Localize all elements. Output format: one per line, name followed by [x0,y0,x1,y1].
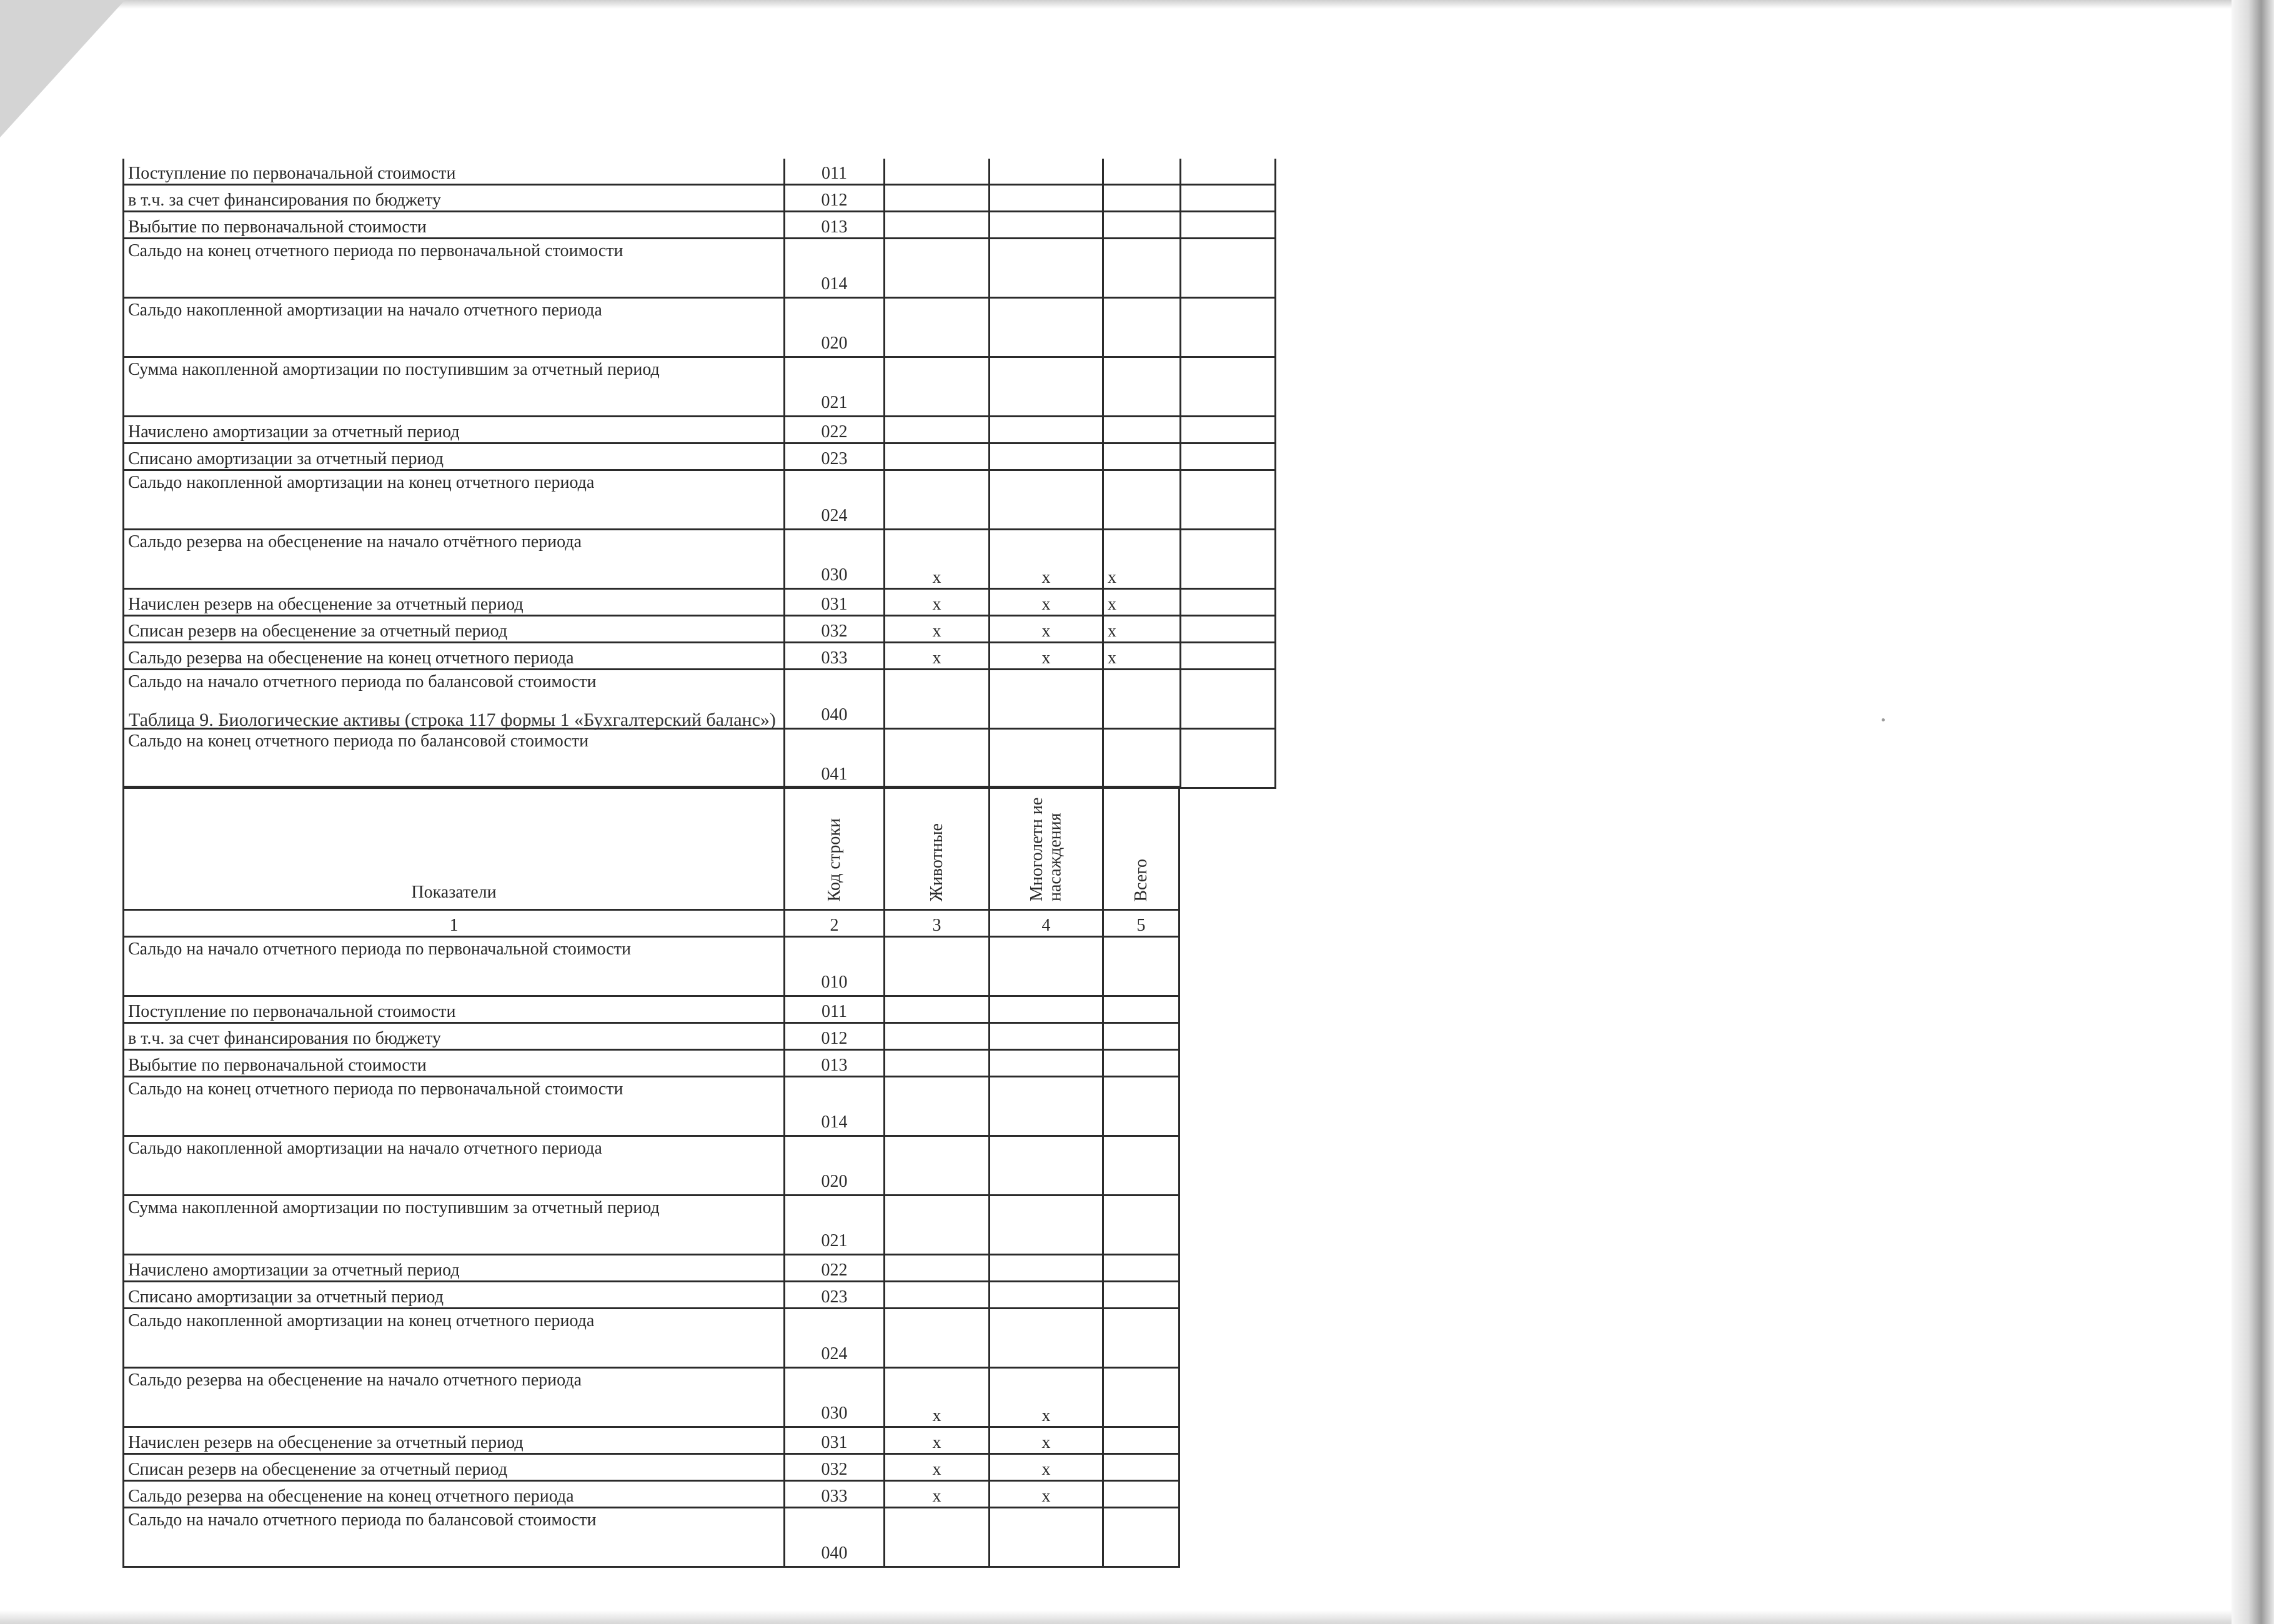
value-cell [885,937,990,996]
row-code: 014 [785,239,885,298]
row-label: Начислен резерв на обесценение за отчетный период [124,1427,785,1454]
row-code: 012 [785,1023,885,1050]
row-code: 014 [785,1077,885,1136]
value-cell [885,298,990,357]
row-code: 023 [785,443,885,470]
row-code: 024 [785,470,885,530]
value-cell: x [885,643,990,670]
column-number: 4 [990,910,1103,937]
value-cell [885,1255,990,1282]
row-label: Начислено амортизации за отчетный период [124,1255,785,1282]
row-label: Списан резерв на обесценение за отчетный период [124,616,785,643]
row-label: Сальдо на конец отчетного периода по первоначальной стоимости [124,1077,785,1136]
value-cell [990,298,1103,357]
row-code: 031 [785,589,885,616]
value-cell: x [1103,530,1181,589]
row-code: 021 [785,357,885,417]
value-cell: x [990,1454,1103,1481]
row-label: Выбытие по первоначальной стоимости [124,212,785,239]
value-cell [885,185,990,212]
row-code: 040 [785,670,885,729]
value-cell [885,1136,990,1196]
value-cell [1181,298,1276,357]
row-code: 033 [785,1481,885,1508]
header-perennial: Многолетн ие насаждения [1027,797,1065,902]
row-label: Списано амортизации за отчетный период [124,1282,785,1309]
value-cell [885,239,990,298]
value-cell [990,185,1103,212]
value-cell [990,1282,1103,1309]
table-9-caption: Таблица 9. Биологические активы (строка 117 формы 1 «Бухгалтерский баланс») [129,710,776,730]
row-label: Сумма накопленной амортизации по поступившим за отчетный период [124,357,785,417]
table-row [124,417,1276,443]
value-cell [1103,1454,1179,1481]
table-row [124,212,1276,239]
value-cell: x [990,616,1103,643]
value-cell [990,159,1103,185]
header-total-cell [1103,787,1179,910]
value-cell [885,1077,990,1136]
row-label: в т.ч. за счет финансирования по бюджету [124,1023,785,1050]
value-cell [885,417,990,443]
row-code: 030 [785,1368,885,1427]
table-row [124,357,1276,417]
value-cell [1103,298,1181,357]
value-cell [990,1077,1103,1136]
row-label: Сумма накопленной амортизации по поступившим за отчетный период [124,1196,785,1255]
table-row [124,239,1276,298]
value-cell [885,729,990,788]
header-indicators: Показатели [124,787,785,910]
table-row [124,1077,1179,1136]
value-cell [885,1023,990,1050]
value-cell [885,1196,990,1255]
value-cell [990,670,1103,729]
table-row [124,185,1276,212]
table-row [124,616,1276,643]
value-cell: x [1103,589,1181,616]
table-row [124,643,1276,670]
column-number: 1 [124,910,785,937]
folded-corner [0,0,125,137]
row-label: Сальдо резерва на обесценение на конец отчетного периода [124,1481,785,1508]
value-cell [990,1255,1103,1282]
table-row [124,1136,1179,1196]
value-cell [885,996,990,1023]
table-row [124,729,1276,788]
value-cell: x [885,1368,990,1427]
scan-edge-top [0,0,2274,9]
value-cell [885,443,990,470]
value-cell [1103,417,1181,443]
value-cell [1103,1282,1179,1309]
value-cell [885,1050,990,1077]
value-cell [1103,670,1181,729]
row-label: Сальдо на начало отчетного периода по первоначальной стоимости [124,937,785,996]
table-row [124,298,1276,357]
table-row [124,1050,1179,1077]
row-label: Начислено амортизации за отчетный период [124,417,785,443]
value-cell: x [885,616,990,643]
value-cell: x [885,1427,990,1454]
value-cell [1103,1309,1179,1368]
row-code: 013 [785,212,885,239]
value-cell [990,239,1103,298]
header-perennial-cell [990,787,1103,910]
row-label: Сальдо на начало отчетного периода по балансовой стоимости [124,670,785,729]
row-label: Сальдо накопленной амортизации на конец отчетного периода [124,1309,785,1368]
row-label: Сальдо на конец отчетного периода по балансовой стоимости [124,729,785,788]
value-cell [1181,357,1276,417]
table-row [124,443,1276,470]
table-row [124,1481,1179,1508]
assets-movement-table-continued [122,159,1276,789]
value-cell [885,357,990,417]
table-row [124,159,1276,185]
header-code: Код строки [824,818,844,902]
value-cell [1103,212,1181,239]
value-cell [1103,1196,1179,1255]
value-cell [1103,729,1181,788]
row-code: 031 [785,1427,885,1454]
table-row [124,1255,1179,1282]
table-row [124,530,1276,589]
value-cell [1181,159,1276,185]
row-label: Сальдо на конец отчетного периода по первоначальной стоимости [124,239,785,298]
value-cell: x [990,1368,1103,1427]
value-cell [1103,1368,1179,1427]
row-code: 032 [785,616,885,643]
value-cell: x [885,530,990,589]
value-cell: x [990,1427,1103,1454]
row-label: Списано амортизации за отчетный период [124,443,785,470]
table-row [124,1454,1179,1481]
value-cell [990,443,1103,470]
row-code: 041 [785,729,885,788]
row-code: 023 [785,1282,885,1309]
value-cell: x [990,589,1103,616]
row-label: Начислен резерв на обесценение за отчетный период [124,589,785,616]
table-row [124,996,1179,1023]
value-cell [1103,1427,1179,1454]
value-cell [990,212,1103,239]
value-cell [885,1309,990,1368]
column-number: 3 [885,910,990,937]
table-header-row [124,787,1179,910]
value-cell [1181,212,1276,239]
value-cell [1103,1255,1179,1282]
value-cell: x [885,1481,990,1508]
table-row [124,1196,1179,1255]
row-label: Списан резерв на обесценение за отчетный период [124,1454,785,1481]
table-row [124,470,1276,530]
row-code: 013 [785,1050,885,1077]
value-cell [1181,616,1276,643]
table-row [124,589,1276,616]
value-cell [885,1508,990,1567]
scan-edge-bottom [0,1610,2274,1624]
value-cell [1103,1481,1179,1508]
row-code: 032 [785,1454,885,1481]
row-code: 012 [785,185,885,212]
value-cell [1181,185,1276,212]
row-code: 011 [785,159,885,185]
value-cell [990,1136,1103,1196]
value-cell: x [990,530,1103,589]
header-code-cell [785,787,885,910]
row-code: 022 [785,417,885,443]
scan-speck [1882,718,1885,721]
row-code: 040 [785,1508,885,1567]
row-label: Поступление по первоначальной стоимости [124,996,785,1023]
value-cell [1103,1050,1179,1077]
value-cell [1103,996,1179,1023]
value-cell [1181,470,1276,530]
column-number: 2 [785,910,885,937]
value-cell: x [990,1481,1103,1508]
table-row [124,1023,1179,1050]
column-number: 5 [1103,910,1179,937]
row-label: Сальдо накопленной амортизации на начало отчетного периода [124,298,785,357]
row-code: 024 [785,1309,885,1368]
value-cell [1181,417,1276,443]
value-cell [1181,729,1276,788]
value-cell [990,937,1103,996]
value-cell [885,212,990,239]
row-code: 020 [785,298,885,357]
value-cell [990,1023,1103,1050]
value-cell: x [990,643,1103,670]
row-label: Поступление по первоначальной стоимости [124,159,785,185]
value-cell: x [885,1454,990,1481]
row-label: Выбытие по первоначальной стоимости [124,1050,785,1077]
value-cell [1103,185,1181,212]
row-label: Сальдо резерва на обесценение на начало отчётного периода [124,530,785,589]
row-label: Сальдо резерва на обесценение на конец отчетного периода [124,643,785,670]
row-label: в т.ч. за счет финансирования по бюджету [124,185,785,212]
row-code: 033 [785,643,885,670]
table-row [124,1368,1179,1427]
value-cell: x [1103,616,1181,643]
value-cell [885,670,990,729]
value-cell [1181,643,1276,670]
value-cell [990,470,1103,530]
value-cell [1103,937,1179,996]
value-cell [1103,239,1181,298]
value-cell [990,1508,1103,1567]
value-cell [990,1309,1103,1368]
value-cell: x [1103,643,1181,670]
value-cell [1181,530,1276,589]
value-cell [1181,589,1276,616]
value-cell [1103,1136,1179,1196]
table-row [124,1282,1179,1309]
biological-assets-table [122,786,1180,1568]
value-cell [990,729,1103,788]
row-code: 030 [785,530,885,589]
value-cell [1103,357,1181,417]
row-label: Сальдо накопленной амортизации на начало отчетного периода [124,1136,785,1196]
value-cell [885,470,990,530]
value-cell [990,357,1103,417]
value-cell [1181,443,1276,470]
value-cell [1181,670,1276,729]
table-row [124,1508,1179,1567]
row-label: Сальдо резерва на обесценение на начало отчетного периода [124,1368,785,1427]
value-cell: x [885,589,990,616]
row-code: 022 [785,1255,885,1282]
header-total: Всего [1131,858,1151,902]
value-cell [990,1050,1103,1077]
value-cell [1103,1023,1179,1050]
header-animals-cell [885,787,990,910]
value-cell [990,1196,1103,1255]
header-animals: Животные [926,823,946,902]
row-code: 020 [785,1136,885,1196]
value-cell [1103,1077,1179,1136]
row-label: Сальдо на начало отчетного периода по балансовой стоимости [124,1508,785,1567]
value-cell [990,417,1103,443]
value-cell [885,159,990,185]
value-cell [885,1282,990,1309]
value-cell [1103,443,1181,470]
scan-edge-right [2232,0,2274,1624]
table-row [124,937,1179,996]
row-code: 011 [785,996,885,1023]
value-cell [990,996,1103,1023]
row-code: 010 [785,937,885,996]
table-row [124,1309,1179,1368]
value-cell [1103,470,1181,530]
row-code: 021 [785,1196,885,1255]
value-cell [1103,159,1181,185]
column-number-row [124,910,1179,937]
value-cell [1181,239,1276,298]
row-label: Сальдо накопленной амортизации на конец отчетного периода [124,470,785,530]
value-cell [1103,1508,1179,1567]
table-row [124,1427,1179,1454]
